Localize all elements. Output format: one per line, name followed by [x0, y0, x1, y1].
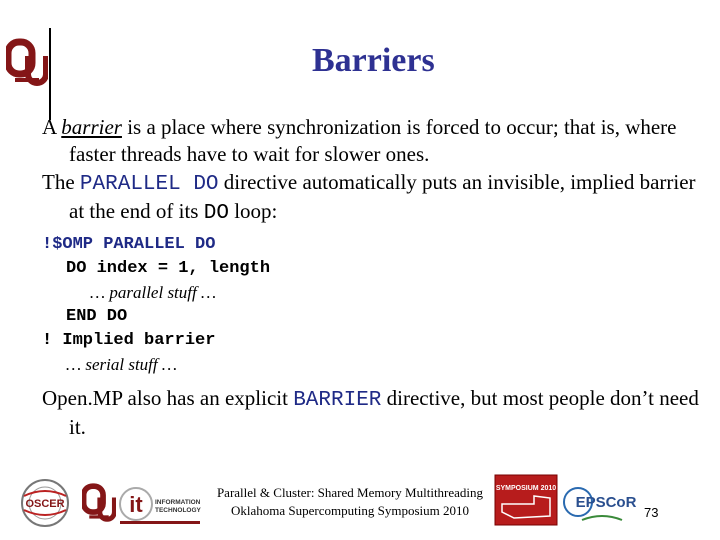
paragraph-explicit-barrier [42, 385, 702, 442]
code-line-1: !$OMP PARALLEL DO [42, 235, 216, 255]
symposium-logo-icon [494, 474, 558, 526]
paragraph-parallel-do [42, 169, 702, 228]
footer-line-2: Oklahoma Supercomputing Symposium 2010 [231, 503, 469, 518]
slide-title: Barriers [312, 42, 435, 79]
slide-number: 73 [644, 505, 659, 520]
text: Open.MP also has an explicit [42, 386, 294, 411]
svg-text:it: it [129, 492, 143, 517]
svg-text:SYMPOSIUM 2010: SYMPOSIUM 2010 [495, 485, 557, 492]
text: directive, but most people don’t need it. [69, 386, 699, 440]
paragraph-barrier-definition [42, 114, 702, 169]
epscor-logo-icon [562, 480, 638, 526]
code-block [42, 233, 702, 377]
code-line-5: ! Implied barrier [42, 331, 216, 351]
code-do: DO [203, 201, 229, 225]
text: directive automatically puts an invisible, implied barrier at the end of its [69, 169, 696, 223]
svg-text:EPSCoR: EPSCoR [575, 494, 637, 511]
svg-text:OSCER: OSCER [25, 498, 65, 510]
svg-text:TECHNOLOGY: TECHNOLOGY [155, 507, 201, 514]
code-line-3: … parallel stuff … [90, 283, 217, 303]
ou-footer-logo-icon [82, 482, 116, 526]
footer-line-1: Parallel & Cluster: Shared Memory Multithreading [216, 485, 484, 500]
text: loop: [228, 198, 278, 223]
barrier-term: barrier [61, 115, 122, 139]
ou-logo-icon [6, 38, 48, 90]
svg-text:INFORMATION: INFORMATION [155, 499, 201, 506]
text: A [42, 115, 62, 139]
code-parallel-do: PARALLEL DO [79, 172, 219, 196]
code-barrier: BARRIER [293, 389, 382, 413]
code-line-4: END DO [66, 307, 128, 327]
code-line-6: … serial stuff … [66, 355, 177, 375]
text: The [42, 169, 80, 194]
text: is a place where synchronization is forced to occur; that is, where faster threads have to wait for slower ones. [69, 115, 677, 167]
slide-body [42, 114, 702, 442]
oscer-logo-icon [14, 478, 76, 528]
header-divider [49, 28, 51, 120]
code-line-2: DO index = 1, length [66, 259, 271, 279]
footer-text [190, 484, 510, 520]
